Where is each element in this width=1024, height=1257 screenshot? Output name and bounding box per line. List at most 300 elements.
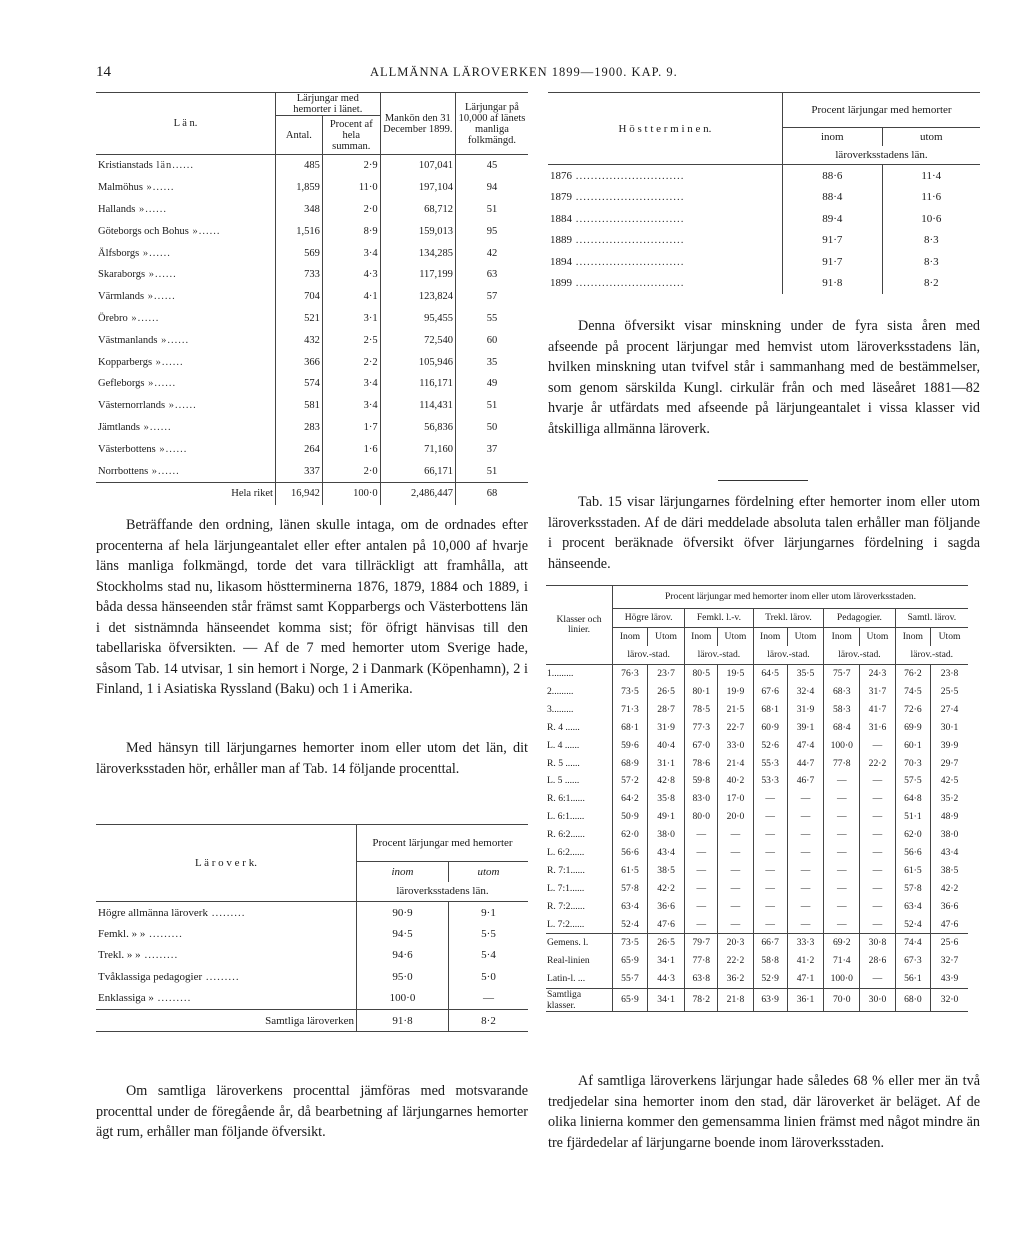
cell-antal: 1,859 [275,177,322,199]
cell-mankon: 114,431 [380,395,455,417]
cell-mankon: 2,486,447 [380,482,455,504]
cell-per: 94 [455,177,528,199]
cell-value: 53·3 [753,772,787,790]
cell-utom: 8·3 [882,230,980,252]
cell-mankon: 95,455 [380,308,455,330]
cell-value: 35·2 [931,790,968,808]
cell-year [548,273,783,295]
table-row [546,718,968,736]
table-row [96,155,528,177]
cell-value: 65·9 [613,988,648,1011]
county-suffix: »...... [155,443,188,455]
cell-value: 43·4 [931,844,968,862]
cell-per: 45 [455,155,528,177]
cell-antal: 337 [275,460,322,482]
cell-value: — [787,844,824,862]
cell-pct: 11·0 [322,177,380,199]
table-row [96,988,528,1010]
col-inom: Inom [824,627,860,645]
cell-per: 51 [455,199,528,221]
cell-per: 57 [455,286,528,308]
cell-value: 68·1 [753,700,787,718]
table-row [96,945,528,966]
cell-year [548,230,783,252]
cell-value: 56·6 [613,844,648,862]
cell-value: — [860,970,895,988]
cell-value: 55·3 [753,754,787,772]
cell-value: 64·8 [895,790,931,808]
table-row [548,187,980,209]
table-row [96,395,528,417]
cell-value: 63·8 [685,970,718,988]
cell-value: — [685,844,718,862]
cell-value: 78·6 [685,754,718,772]
cell-value: 43·9 [931,970,968,988]
cell-klass: R. 4 ...... [547,721,580,733]
cell-value: — [860,844,895,862]
cell-year [548,187,783,209]
cell-mankon: 105,946 [380,351,455,373]
cell-value: 34·1 [647,988,684,1011]
cell-value: 62·0 [895,826,931,844]
cell-name [96,988,357,1010]
county-name [96,417,275,439]
cell-klass: L. 7:2...... [547,918,585,930]
cell-value: 57·5 [895,772,931,790]
cell-value: 21·4 [718,754,753,772]
cell-value: 80·1 [685,683,718,701]
cell-value: — [787,790,824,808]
cell-value: — [718,844,753,862]
cell-value: 77·8 [824,754,860,772]
county-label: Kopparbergs [98,356,153,368]
col-sub: lärov.-stad. [895,646,968,664]
cell-utom: — [449,988,529,1010]
cell-value: 33·3 [787,934,824,952]
county-name [96,177,275,199]
col-procent: Procent af hela summan. [322,116,380,155]
cell-mankon: 71,160 [380,438,455,460]
cell-value: 21·5 [718,700,753,718]
county-label: Västernorrlands [98,400,166,412]
cell-inom: 89·4 [783,208,883,230]
cell-utom: 8·2 [449,1009,529,1031]
cell-value: 56·6 [895,844,931,862]
cell-utom: 10·6 [882,208,980,230]
cell-value: 33·0 [718,736,753,754]
cell-antal: 348 [275,199,322,221]
county-label: Älfsborgs [98,247,140,259]
cell-value: — [753,897,787,915]
cell-value: 30·0 [860,988,895,1011]
cell-value: 57·8 [895,879,931,897]
cell-value: 57·2 [613,772,648,790]
county-label: Hallands [98,203,136,215]
col-school-type: Femkl. l.-v. [685,609,753,628]
cell-value: 42·2 [647,879,684,897]
cell-value: 78·2 [685,988,718,1011]
cell-antal: 485 [275,155,322,177]
col-school-type: Trekl. lärov. [753,609,824,628]
leader: ......... [153,992,192,1005]
col-sub: läroverksstadens län. [783,146,981,165]
table-row [96,417,528,439]
cell-per: 51 [455,460,528,482]
cell-value: — [787,897,824,915]
paragraph-tab15: Tab. 15 visar lärjungarnes fördelning efter hemorter inom eller utom läroverksstaden. Af de däri meddelade absoluta talen erhåller man följande i procent beräknade öfversikt öfver lärjungarnes fördelning i sagda hänseende. [548,494,980,572]
cell-value: — [753,879,787,897]
county-suffix: »...... [165,400,197,412]
cell-value: 47·6 [931,915,968,933]
table-row [548,251,980,273]
cell-inom: 88·4 [783,187,883,209]
cell-value: 35·5 [787,664,824,682]
cell-value: 74·5 [895,683,931,701]
cell-value: 60·9 [753,718,787,736]
year-label: 1894 [550,255,572,268]
cell-value: 20·3 [718,934,753,952]
cell-value: — [860,808,895,826]
cell-value: 68·4 [824,718,860,736]
table-row [546,700,968,718]
county-name [96,351,275,373]
cell-value: 74·4 [895,934,931,952]
col-group: Procent lärjungar med hemorter [357,825,529,862]
term-table [548,92,980,294]
cell-inom: 100·0 [357,988,449,1010]
cell-value: 67·6 [753,683,787,701]
leader: ......... [207,906,246,919]
table-row [96,308,528,330]
col-utom: Utom [931,627,968,645]
cell-value: 55·7 [613,970,648,988]
cell-value: — [718,861,753,879]
cell-mankon: 56,836 [380,417,455,439]
cell-value: — [753,844,787,862]
leader: ............................. [572,169,685,182]
table-row [96,923,528,944]
cell-value: 68·9 [613,754,648,772]
cell-utom: 5·4 [449,945,529,966]
cell-antal: 16,942 [275,482,322,504]
class-table [546,585,968,1012]
cell-value: 61·5 [613,861,648,879]
cell-antal: 432 [275,329,322,351]
table-row [96,438,528,460]
col-inom: Inom [895,627,931,645]
cell-value: — [824,879,860,897]
county-suffix: »...... [157,334,190,346]
cell-value: 70·0 [824,988,860,1011]
cell-value: 100·0 [824,736,860,754]
cell-value: 29·7 [931,754,968,772]
table-row [548,273,980,295]
cell-inom: 91·7 [783,251,883,273]
cell-value: 32·7 [931,952,968,970]
cell-value: 76·3 [613,664,648,682]
cell-value: 57·8 [613,879,648,897]
cell-value: 31·7 [860,683,895,701]
cell-pct: 3·4 [322,242,380,264]
county-name [96,286,275,308]
cell-per: 50 [455,417,528,439]
cell-value: 52·9 [753,970,787,988]
divider [718,480,808,481]
table-row [546,826,968,844]
cell-value: — [824,790,860,808]
col-klasser: Klasser och linier. [556,613,602,635]
cell-mankon: 117,199 [380,264,455,286]
cell-value: — [718,879,753,897]
cell-value: — [824,826,860,844]
table-row [548,208,980,230]
cell-value: 80·5 [685,664,718,682]
cell-value: 68·1 [613,718,648,736]
cell-antal: 521 [275,308,322,330]
cell-value: — [824,772,860,790]
col-group: Procent lärjungar med hemorter [783,93,981,128]
col-inom: inom [783,128,883,147]
cell-mankon: 68,712 [380,199,455,221]
cell-value: 60·1 [895,736,931,754]
cell-value: 38·5 [931,861,968,879]
cell-value: 28·7 [647,700,684,718]
year-label: 1884 [550,212,572,225]
cell-value: 58·3 [824,700,860,718]
cell-mankon: 123,824 [380,286,455,308]
cell-value: 40·4 [647,736,684,754]
cell-value: 36·6 [931,897,968,915]
county-label: Malmöhus [98,182,143,194]
cell-inom: 91·8 [783,273,883,295]
county-label: Värmlands [98,291,145,303]
table-row [546,844,968,862]
cell-pct: 2·0 [322,460,380,482]
table-row [546,952,968,970]
table-row [96,329,528,351]
cell-year [548,208,783,230]
table-row [546,970,968,988]
county-label: Skaraborgs [98,269,146,281]
cell-klass: L. 4 ...... [547,739,580,751]
cell-value: 64·2 [613,790,648,808]
cell-pct: 4·3 [322,264,380,286]
cell-name [96,923,357,944]
cell-name [96,966,357,987]
cell-klass: L. 5 ...... [547,775,580,787]
cell-klass: 3......... [547,703,574,715]
cell-inom: 95·0 [357,966,449,987]
cell-value: 25·6 [931,934,968,952]
cell-pct: 100·0 [322,482,380,504]
cell-mankon: 72,540 [380,329,455,351]
col-mankon: Mankön den 31 December 1899. [380,93,455,155]
cell-value: — [824,808,860,826]
cell-value: 71·4 [824,952,860,970]
cell-antal: 366 [275,351,322,373]
table-row [546,915,968,933]
cell-value: 31·6 [860,718,895,736]
cell-inom: 91·7 [783,230,883,252]
leader: ............................. [572,191,685,204]
table-row [546,790,968,808]
cell-value: 41·7 [860,700,895,718]
table-row [546,861,968,879]
cell-value: 32·4 [787,683,824,701]
table-row [546,754,968,772]
table-row [96,902,528,924]
cell-value: 63·4 [895,897,931,915]
cell-value: 42·8 [647,772,684,790]
cell-value: 52·4 [613,915,648,933]
cell-value: 26·5 [647,934,684,952]
cell-per: 49 [455,373,528,395]
cell-value: 73·5 [613,683,648,701]
cell-value: 79·7 [685,934,718,952]
table-row [96,242,528,264]
table-row [96,264,528,286]
cell-klass: R. 6:1...... [547,793,585,805]
county-label: Jämtlands [98,421,140,433]
cell-per: 63 [455,264,528,286]
county-suffix: »...... [145,269,177,281]
cell-value: 36·2 [718,970,753,988]
cell-utom: 11·6 [882,187,980,209]
cell-value: 76·2 [895,664,931,682]
cell-pct: 3·1 [322,308,380,330]
cell-value: 56·1 [895,970,931,988]
cell-value: 23·7 [647,664,684,682]
cell-value: 77·8 [685,952,718,970]
cell-pct: 8·9 [322,220,380,242]
col-larov: L ä r o v e r k. [195,857,257,869]
cell-value: — [685,879,718,897]
cell-value: 65·9 [613,952,648,970]
cell-value: 68·3 [824,683,860,701]
cell-value: 30·1 [931,718,968,736]
county-label: Västmanlands [98,334,158,346]
cell-value: 58·8 [753,952,787,970]
county-label: Göteborgs och Bohus [98,225,189,237]
cell-value: — [685,826,718,844]
table-row [96,460,528,482]
county-name [96,155,275,177]
leader: ............................. [572,255,685,268]
cell-value: 43·4 [647,844,684,862]
cell-value: — [860,879,895,897]
school-table [96,824,528,1032]
cell-value: 27·4 [931,700,968,718]
cell-value: 20·0 [718,808,753,826]
total-label: Samtliga läroverken [265,1014,354,1027]
cell-value: — [860,897,895,915]
cell-utom: 5·0 [449,966,529,987]
cell-mankon: 159,013 [380,220,455,242]
county-name [96,395,275,417]
county-suffix: »...... [139,247,171,259]
col-sub: lärov.-stad. [824,646,895,664]
cell-value: 21·8 [718,988,753,1011]
cell-inom: 94·5 [357,923,449,944]
cell-antal: 1,516 [275,220,322,242]
county-name [96,308,275,330]
cell-klass: R. 7:2...... [547,900,585,912]
cell-value: 71·3 [613,700,648,718]
cell-value: 22·2 [718,952,753,970]
cell-value: 36·6 [647,897,684,915]
col-utom: utom [449,862,529,882]
cell-mankon: 116,171 [380,373,455,395]
cell-value: 47·6 [647,915,684,933]
cell-value: 28·6 [860,952,895,970]
col-group: Procent lärjungar med hemorter inom eller utom läroverksstaden. [613,586,969,609]
year-label: 1876 [550,169,572,182]
cell-mankon: 134,285 [380,242,455,264]
paragraph-decrease: Denna öfversikt visar minskning under de fyra sista åren med afseende på procent lärjungar med hemvist utom läroverksstadens län, hvilken minskning utan tvifvel står i sammanhang med de bestämmelser, som genom särskilda Kungl. cirkulär från och med läseåret 1881—82 hvarje år utfärdats med afseende på lärjungeantalet i vissa klasser vid åtskilliga allmänna läroverk. [548,318,980,437]
cell-value: — [860,826,895,844]
cell-value: — [753,790,787,808]
cell-pct: 2·2 [322,351,380,373]
col-antal: Antal. [275,116,322,155]
table-row [96,966,528,987]
cell-klass: 1......... [547,668,574,680]
cell-value: 40·2 [718,772,753,790]
cell-pct: 2·5 [322,329,380,351]
county-suffix: »...... [142,182,175,194]
cell-value: 47·1 [787,970,824,988]
cell-klass: L. 6:1...... [547,811,585,823]
paragraph-summary: Af samtliga läroverkens lärjungar hade således 68 % eller mer än två tredjedelar sina hemorter inom den stad, där läroverket är beläget. Af de olika linierna kommer den gemensamma linien främst med något mindre än tre fjärdedelar af lärjungarne boende inom läroverksstaden. [548,1073,980,1151]
cell-value: — [685,861,718,879]
cell-utom: 8·2 [882,273,980,295]
page-header [0,64,1024,84]
col-inom: Inom [685,627,718,645]
cell-value: — [824,915,860,933]
table-row [546,664,968,682]
cell-name [96,902,357,924]
cell-value: 59·6 [613,736,648,754]
col-sub: lärov.-stad. [613,646,685,664]
county-label: Gefleborgs [98,378,145,390]
cell-mankon: 66,171 [380,460,455,482]
cell-klass: 2......... [547,686,574,697]
cell-pct: 2·9 [322,155,380,177]
col-larjungar: Lärjungar på 10,000 af länets manliga folkmängd. [455,93,528,155]
cell-value: 46·7 [787,772,824,790]
cell-value: 22·7 [718,718,753,736]
cell-value: — [824,861,860,879]
cell-per: 68 [455,482,528,504]
county-label: Västerbottens [98,443,156,455]
leader: ............................. [572,212,685,225]
cell-antal: 569 [275,242,322,264]
cell-value: — [860,772,895,790]
cell-value: 47·4 [787,736,824,754]
col-utom: Utom [647,627,684,645]
cell-value: — [753,861,787,879]
paragraph-intro-table: Med hänsyn till lärjungarnes hemorter inom eller utom det län, dit läroverksstaden hör, erhåller man af Tab. 14 följande procenttal. [96,740,528,777]
county-name [96,438,275,460]
county-name [96,329,275,351]
county-label: Norrbottens [98,465,149,477]
table-row [96,373,528,395]
leader: ............................. [572,234,685,247]
cell-antal: 283 [275,417,322,439]
cell-klass: R. 6:2...... [547,829,585,841]
school-label: Femkl. » » [98,928,146,941]
cell-value: — [718,915,753,933]
cell-antal: 733 [275,264,322,286]
